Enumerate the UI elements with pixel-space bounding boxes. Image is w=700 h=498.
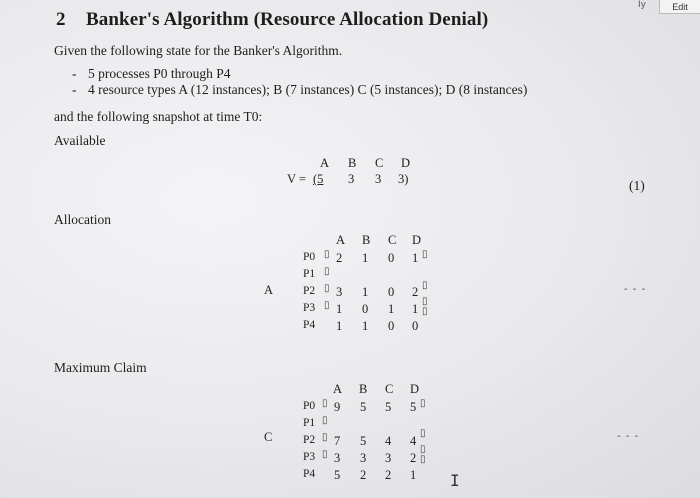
alloc-cell: 0 [388,251,395,265]
missing-glyph-icon: ▯ [420,444,426,455]
available-header-b: B [348,156,357,170]
available-header-d: D [401,156,411,170]
bullet-resources: 4 resource types A (12 instances); B (7 instances) C (5 instances); D (8 instances) [88,82,528,97]
max-cell: 9 [334,400,341,414]
missing-glyph-icon: ▯ [324,249,330,260]
alloc-cell: 1 [362,285,369,299]
available-vector-name: V = [287,172,306,186]
allocation-side-dots: - - - [624,284,647,295]
missing-glyph-icon: ▯ [322,415,328,426]
alloc-proc-p4: P4 [303,319,316,331]
text-cursor-icon: I [450,471,460,490]
available-label: Available [54,133,106,148]
max-cell: 3 [334,451,341,465]
max-cell: 1 [410,468,417,482]
alloc-header-d: D [412,233,422,247]
missing-glyph-icon: ▯ [322,432,328,443]
available-value-d: 3) [398,172,409,186]
available-header-c: C [375,156,384,170]
missing-glyph-icon: ▯ [420,398,426,409]
allocation-label: Allocation [54,212,111,227]
maximum-side-dots: - - - [617,431,640,442]
missing-glyph-icon: ▯ [422,296,428,307]
alloc-header-b: B [362,233,371,247]
edit-button[interactable]: Edit [659,0,700,14]
alloc-header-c: C [388,233,397,247]
max-proc-p2: P2 [303,434,316,446]
max-cell: 4 [410,434,417,448]
max-cell: 2 [410,451,417,465]
alloc-cell: 3 [336,285,343,299]
max-cell: 5 [334,468,341,482]
maximum-label: Maximum Claim [54,360,147,375]
alloc-cell: 0 [388,285,395,299]
max-cell: 2 [360,468,367,482]
bullet-dash: - [72,82,77,97]
section-number: 2 [56,9,66,30]
alloc-cell: 1 [336,302,343,316]
max-proc-p1: P1 [303,417,316,429]
allocation-matrix-name: A [264,283,274,297]
max-cell: 5 [360,434,367,448]
max-cell: 4 [385,434,392,448]
max-header-b: B [359,382,368,396]
alloc-cell: 2 [412,285,419,299]
alloc-cell: 1 [412,302,419,316]
max-cell: 2 [385,468,392,482]
missing-glyph-icon: ▯ [322,449,328,460]
max-cell: 3 [360,451,367,465]
alloc-cell: 1 [336,319,343,333]
alloc-cell: 1 [362,319,369,333]
max-proc-p4: P4 [303,468,316,480]
intro-text: Given the following state for the Banker's Algorithm. [54,43,343,58]
available-value-a: (5 [313,172,324,186]
missing-glyph-icon: ▯ [422,306,428,317]
max-cell: 5 [360,400,367,414]
alloc-proc-p3: P3 [303,302,316,314]
missing-glyph-icon: ▯ [422,280,428,291]
alloc-cell: 1 [412,251,419,265]
available-header-a: A [320,156,330,170]
alloc-cell: 2 [336,251,343,265]
alloc-cell: 0 [362,302,369,316]
equation-number: (1) [629,178,645,193]
max-cell: 5 [410,400,417,414]
max-cell: 3 [385,451,392,465]
bullet-dash: - [72,66,77,81]
max-proc-p0: P0 [303,400,316,412]
alloc-cell: 1 [388,302,395,316]
bullet-processes: 5 processes P0 through P4 [88,66,231,81]
alloc-proc-p0: P0 [303,251,316,263]
missing-glyph-icon: ▯ [324,283,330,294]
max-cell: 7 [334,434,341,448]
available-value-b: 3 [348,172,355,186]
alloc-header-a: A [336,233,346,247]
alloc-proc-p1: P1 [303,268,316,280]
alloc-cell: 0 [412,319,419,333]
alloc-cell: 1 [362,251,369,265]
max-header-c: C [385,382,394,396]
missing-glyph-icon: ▯ [420,428,426,439]
maximum-matrix-name: C [264,430,273,444]
missing-glyph-icon: ▯ [324,266,330,277]
max-header-d: D [410,382,420,396]
alloc-proc-p2: P2 [303,285,316,297]
alloc-cell: 0 [388,319,395,333]
text-cursor-icon[interactable]: Iy [638,0,646,10]
page-title: Banker's Algorithm (Resource Allocation Denial) [86,9,489,30]
snapshot-text: and the following snapshot at time T0: [54,109,263,124]
max-cell: 5 [385,400,392,414]
available-value-c: 3 [375,172,382,186]
missing-glyph-icon: ▯ [324,300,330,311]
missing-glyph-icon: ▯ [322,398,328,409]
missing-glyph-icon: ▯ [422,249,428,260]
max-proc-p3: P3 [303,451,316,463]
missing-glyph-icon: ▯ [420,454,426,465]
max-header-a: A [333,382,343,396]
